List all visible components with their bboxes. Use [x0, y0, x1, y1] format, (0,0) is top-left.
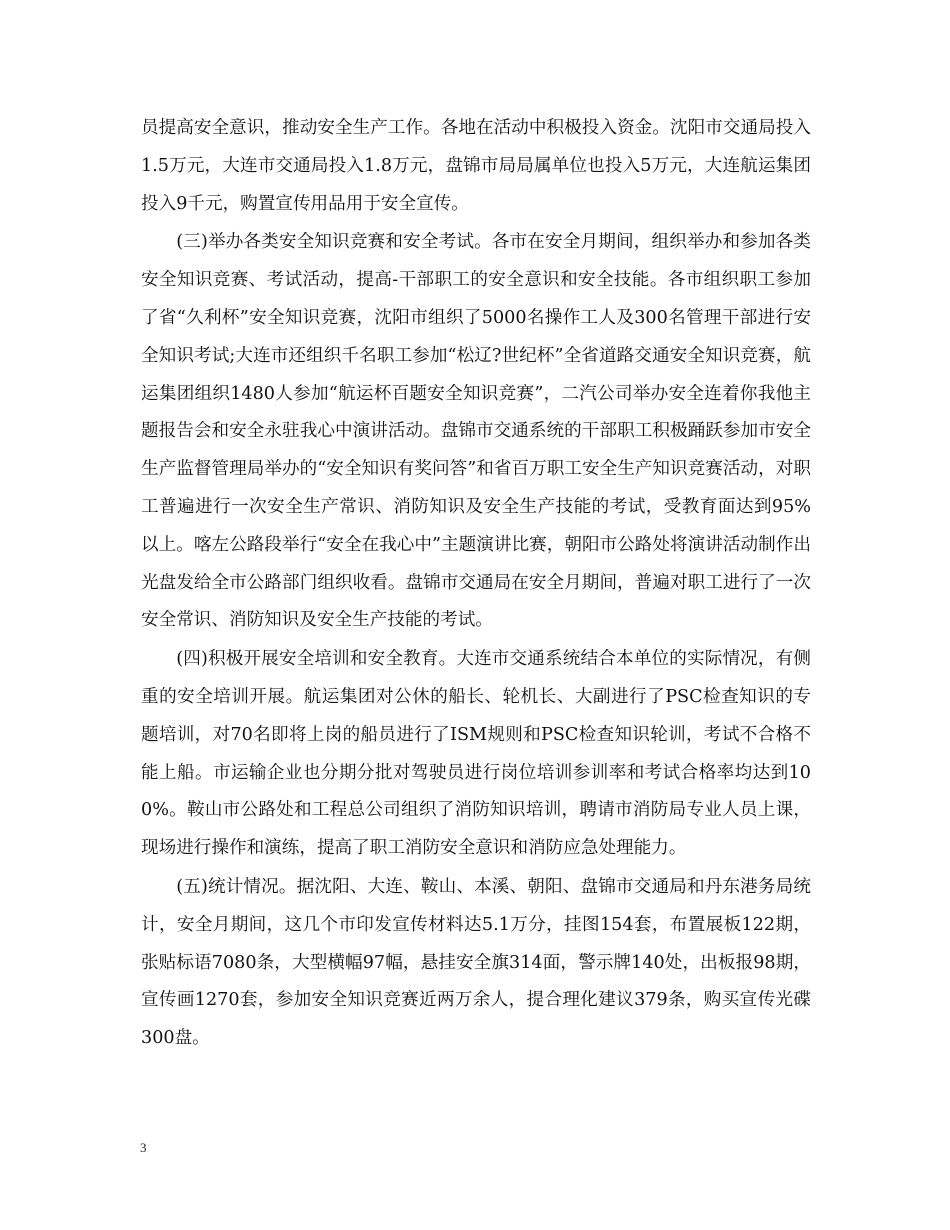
- paragraph-section-4: (四)积极开展安全培训和安全教育。大连市交通系统结合本单位的实际情况，有侧重的安全培训开展。航运集团对公休的船长、轮机长、大副进行了PSC检查知识的专题培训，对70名即将上岗的船员进行了ISM规则和PSC检查知识轮训，考试不合格不能上船。市运输企业也分期分批对驾驶员进行岗位培训参训率和考试合格率均达到100%。鞍山市公路处和工程总公司组织了消防知识培训，聘请市消防局专业人员上课，现场进行操作和演练，提高了职工消防安全意识和消防应急处理能力。: [141, 649, 811, 859]
- paragraph-section-5: (五)统计情况。据沈阳、大连、鞍山、本溪、朝阳、盘锦市交通局和丹东港务局统计，安全月期间，这几个市印发宣传材料达5.1万分，挂图154套，布置展板122期，张贴标语7080条，大型横幅97幅，悬挂安全旗314面，警示牌140处，出板报98期，宣传画1270套，参加安全知识竞赛近两万余人，提合理化建议379条，购买宣传光碟300盘。: [141, 876, 811, 1049]
- paragraph-continued: 员提高安全意识，推动安全生产工作。各地在活动中积极投入资金。沈阳市交通局投入1.5万元，大连市交通局投入1.8万元，盘锦市局局属单位也投入5万元，大连航运集团投入9千元，购置宣传用品用于安全宣传。: [141, 118, 811, 214]
- document-body: [141, 110, 811, 1059]
- page-number: 3: [140, 1140, 147, 1155]
- paragraph-section-3: (三)举办各类安全知识竞赛和安全考试。各市在安全月期间，组织举办和参加各类安全知识竞赛、考试活动，提高-干部职工的安全意识和安全技能。各市组织职工参加了省“久利杯”安全知识竞赛，沈阳市组织了5000名操作工人及300名管理干部进行安全知识考试;大连市还组织千名职工参加“松辽?世纪杯”全省道路交通安全知识竞赛，航运集团组织1480人参加“航运杯百题安全知识竞赛”，二汽公司举办安全连着你我他主题报告会和安全永驻我心中演讲活动。盘锦市交通系统的干部职工积极踊跃参加市安全生产监督管理局举办的“安全知识有奖问答”和省百万职工安全生产知识竞赛活动，对职工普遍进行一次安全生产常识、消防知识及安全生产技能的考试，受教育面达到95%以上。喀左公路段举行“安全在我心中”主题演讲比赛，朝阳市公路处将演讲活动制作出光盘发给全市公路部门组织收看。盘锦市交通局在安全月期间，普遍对职工进行了一次安全常识、消防知识及安全生产技能的考试。: [141, 232, 811, 631]
